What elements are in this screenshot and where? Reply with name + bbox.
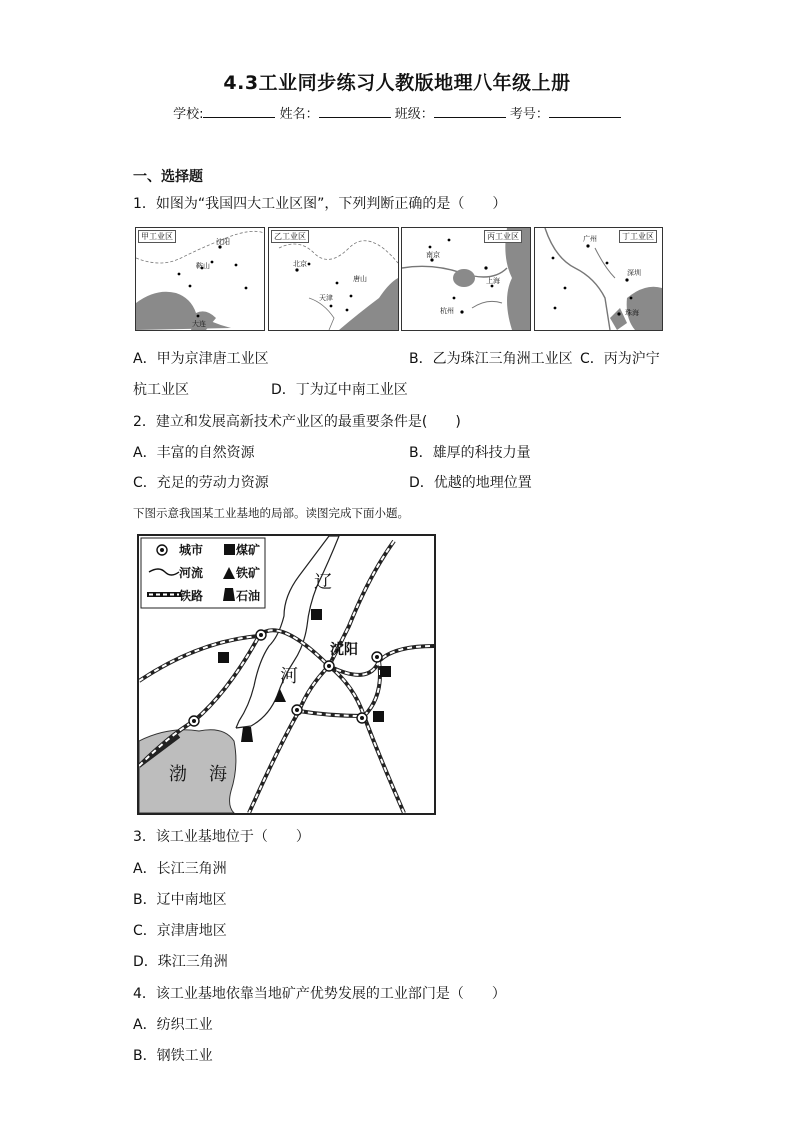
q3-option-b[interactable]: B．辽中南地区: [133, 892, 227, 908]
panel-jia: [135, 227, 265, 331]
q1-option-d[interactable]: D．丁为辽中南工业区: [271, 382, 408, 398]
q1-option-c[interactable]: C．丙为沪宁: [580, 351, 660, 367]
map-label-liao: 辽: [314, 572, 332, 593]
panel-yi: [268, 227, 399, 331]
map-label-bohai-1: 渤: [169, 764, 187, 785]
city-nanjing: 南京: [426, 251, 440, 259]
question-1-stem: 1．如图为“我国四大工业区图”，下列判断正确的是（ ）: [133, 196, 507, 212]
panel-ding-label: 丁工业区: [619, 230, 657, 243]
panel-bing-label: 丙工业区: [484, 230, 522, 243]
map-label-bohai-2: 海: [209, 764, 227, 785]
city-shenzhen: 深圳: [627, 269, 641, 277]
panel-yi-map: [269, 228, 398, 330]
map-label-shenyang: 沈阳: [330, 642, 358, 658]
legend-railway: 铁路: [179, 589, 204, 603]
legend-coal: 煤矿: [236, 543, 261, 557]
exam-number-blank: [549, 105, 621, 118]
city-tianjin: 天津: [319, 294, 333, 302]
student-info-line: [0, 103, 794, 122]
q2-option-a[interactable]: A．丰富的自然资源: [133, 445, 255, 461]
q3-option-c[interactable]: C．京津唐地区: [133, 923, 227, 939]
section-heading: 一、选择题: [133, 169, 203, 185]
page-title: 4.3工业同步练习人教版地理八年级上册: [223, 72, 571, 94]
q1-option-b[interactable]: B．乙为珠江三角洲工业区: [409, 351, 573, 367]
q3-option-d[interactable]: D．珠江三角洲: [133, 954, 228, 970]
legend-city: 城市: [179, 543, 204, 557]
map-label-he: 河: [280, 666, 298, 687]
panel-bing-map: [402, 228, 530, 330]
city-anshan: 鞍山: [196, 262, 210, 270]
city-guangzhou: 广州: [583, 235, 597, 243]
city-hangzhou: 杭州: [440, 307, 454, 315]
panel-yi-label: 乙工业区: [271, 230, 309, 243]
legend-iron: 铁矿: [236, 566, 261, 580]
industrial-base-map: [137, 534, 436, 815]
city-zhuhai: 珠海: [625, 309, 639, 317]
city-beijing: 北京: [293, 260, 307, 268]
panel-ding-map: [535, 228, 662, 330]
name-label: 姓名：: [279, 107, 319, 122]
name-blank: [319, 105, 391, 118]
question-4-stem: 4．该工业基地依靠当地矿产优势发展的工业部门是（ ）: [133, 986, 506, 1002]
class-label: 班级：: [394, 107, 434, 122]
city-shanghai: 上海: [486, 277, 500, 285]
question-2-stem: 2．建立和发展高新技术产业区的最重要条件是( ): [133, 414, 461, 430]
panel-jia-map: [136, 228, 264, 330]
q4-option-a[interactable]: A．纺织工业: [133, 1017, 213, 1033]
q1-option-c-continued: 杭工业区: [133, 382, 189, 398]
city-tangshan: 唐山: [353, 275, 367, 283]
panel-ding: [534, 227, 663, 331]
class-blank: [434, 105, 506, 118]
city-dalian: 大连: [192, 320, 206, 328]
school-label: 学校:: [173, 107, 204, 122]
q2-option-d[interactable]: D．优越的地理位置: [409, 475, 532, 491]
q4-option-b[interactable]: B．钢铁工业: [133, 1048, 213, 1064]
q2-option-c[interactable]: C．充足的劳动力资源: [133, 475, 269, 491]
legend-river: 河流: [179, 566, 204, 580]
city-shenyang: 沈阳: [216, 238, 230, 246]
legend-oil: 石油: [236, 589, 261, 603]
panel-jia-label: 甲工业区: [138, 230, 176, 243]
q3-option-a[interactable]: A．长江三角洲: [133, 861, 227, 877]
q2-option-b[interactable]: B．雄厚的科技力量: [409, 445, 531, 461]
exam-number-label: 考号：: [509, 107, 549, 122]
panel-bing: [401, 227, 531, 331]
question-3-stem: 3．该工业基地位于（ ）: [133, 829, 310, 845]
school-blank: [203, 105, 275, 118]
q1-option-a[interactable]: A．甲为京津唐工业区: [133, 351, 269, 367]
reading-intro: 下图示意我国某工业基地的局部。读图完成下面小题。: [133, 506, 409, 520]
